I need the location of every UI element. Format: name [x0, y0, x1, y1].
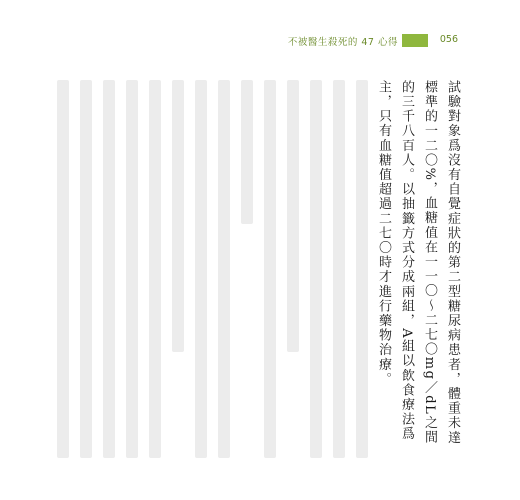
page-body: [54, 80, 464, 458]
placeholder-column: [149, 80, 161, 458]
placeholder-column: [57, 80, 69, 458]
book-title: 不被醫生殺死的 47 心得: [287, 37, 398, 48]
placeholder-column: [333, 80, 345, 458]
placeholder-column: [195, 80, 207, 458]
running-header: [0, 34, 520, 52]
page-number: 056: [439, 34, 458, 45]
placeholder-column: [172, 80, 184, 352]
placeholder-column: [310, 80, 322, 458]
placeholder-column: [80, 80, 92, 458]
body-text-excerpt: 試驗對象爲沒有自覺症狀的第二型糖尿病患者，體重未達標準的一二〇%，血糖值在一一〇〜二七〇mg／dL之間的三千八百人。以抽籤方式分成兩組，A組以飲食療法爲主，只有血糖值超過二七〇時才進行藥物治療。: [376, 80, 460, 445]
placeholder-column: [218, 80, 230, 458]
omitted-text-placeholder: [54, 80, 368, 458]
placeholder-column: [103, 80, 115, 458]
placeholder-column: [264, 80, 276, 458]
placeholder-column: [241, 80, 253, 224]
placeholder-column: [126, 80, 138, 458]
header-accent-bar: [402, 34, 428, 47]
placeholder-column: [356, 80, 368, 458]
placeholder-column: [287, 80, 299, 352]
